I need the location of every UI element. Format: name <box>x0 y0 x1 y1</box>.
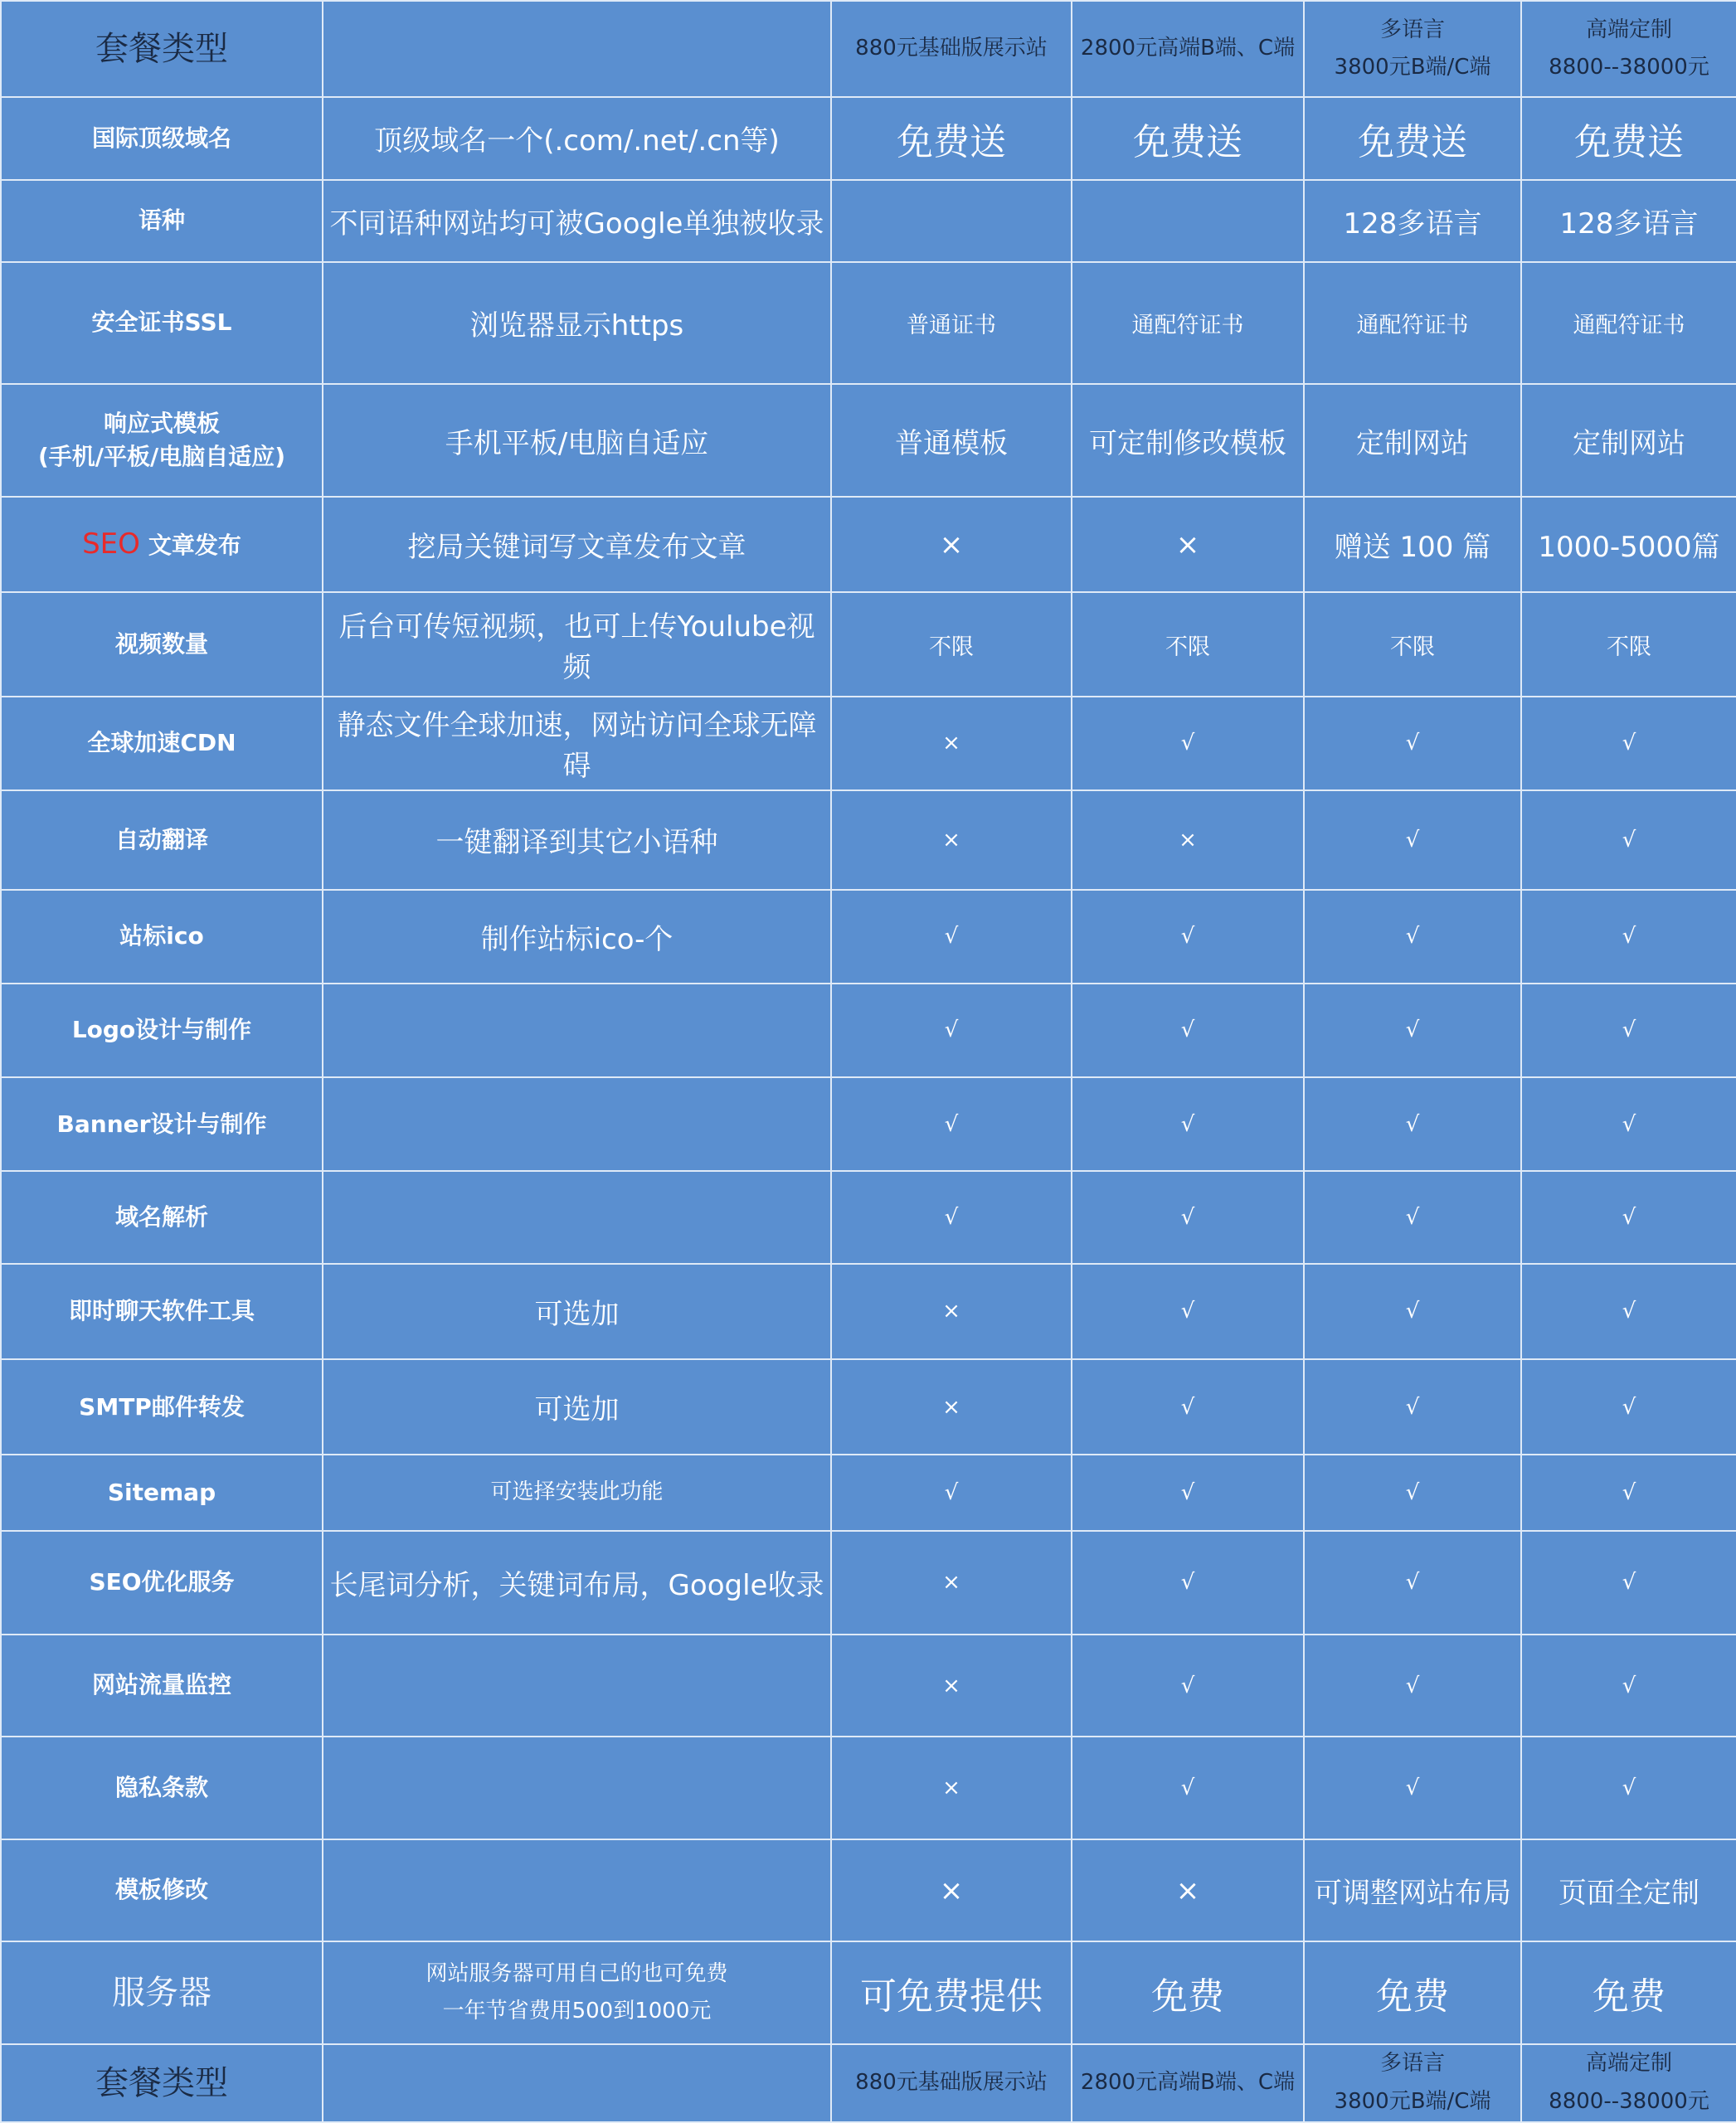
table-row <box>1 97 1736 179</box>
plan-value-multilang: 免费 <box>1304 1941 1521 2043</box>
feature-label: Banner设计与制作 <box>56 1110 267 1138</box>
plan-value-basic: √ <box>831 984 1072 1077</box>
plan-value-multilang: 可调整网站布局 <box>1304 1839 1521 1941</box>
feature-name <box>1 984 323 1077</box>
plan-value-basic: × <box>831 1264 1072 1359</box>
feature-name <box>1 262 323 385</box>
feature-name <box>1 1171 323 1263</box>
feature-name <box>1 1635 323 1737</box>
plan-value-multilang: √ <box>1304 1531 1521 1635</box>
plan-value-pro: 免费送 <box>1072 97 1304 179</box>
table-row <box>1 262 1736 385</box>
plan-value-custom: 免费送 <box>1521 97 1736 179</box>
table-row <box>1 180 1736 262</box>
plan-footer-pro: 2800元高端B端、C端 <box>1072 2044 1304 2122</box>
footer-blank <box>323 2044 831 2122</box>
plan-value-pro: 免费 <box>1072 1941 1304 2043</box>
plan-value-pro: 通配符证书 <box>1072 262 1304 385</box>
plan-value-pro: √ <box>1072 1264 1304 1359</box>
feature-name <box>1 790 323 889</box>
plan-value-custom: √ <box>1521 1359 1736 1455</box>
table-row <box>1 1531 1736 1635</box>
plan-value-pro: √ <box>1072 1737 1304 1839</box>
plan-value-basic: 不限 <box>831 592 1072 696</box>
plan-value-basic: × <box>831 1737 1072 1839</box>
table-row <box>1 790 1736 889</box>
plan-value-custom: √ <box>1521 1455 1736 1530</box>
feature-description <box>323 1839 831 1941</box>
table-row <box>1 592 1736 696</box>
feature-label: 网站流量监控 <box>91 1671 231 1699</box>
feature-label: Logo设计与制作 <box>71 1016 252 1044</box>
plan-value-multilang: √ <box>1304 1264 1521 1359</box>
plan-value-pro: 不限 <box>1072 592 1304 696</box>
plan-value-basic: √ <box>831 1455 1072 1530</box>
feature-label: 服务器 <box>112 1974 212 2013</box>
plan-value-pro: √ <box>1072 1635 1304 1737</box>
plan-value-basic: × <box>831 1359 1072 1455</box>
table-row <box>1 697 1736 790</box>
feature-name <box>1 1455 323 1530</box>
feature-description: 一键翻译到其它小语种 <box>323 790 831 889</box>
plan-value-pro: × <box>1072 497 1304 592</box>
table-row <box>1 1171 1736 1263</box>
plan-value-multilang: √ <box>1304 1077 1521 1171</box>
feature-label: 自动翻译 <box>114 825 208 853</box>
plan-value-custom: 免费 <box>1521 1941 1736 2043</box>
plan-value-multilang: √ <box>1304 890 1521 984</box>
feature-label: 视频数量 <box>114 629 208 658</box>
plan-value-multilang: √ <box>1304 790 1521 889</box>
plan-value-basic: × <box>831 1531 1072 1635</box>
feature-description: 后台可传短视频，也可上传Youlube视频 <box>323 592 831 696</box>
feature-name <box>1 1359 323 1455</box>
plan-value-multilang: 通配符证书 <box>1304 262 1521 385</box>
feature-name <box>1 890 323 984</box>
feature-description: 顶级域名一个(.com/.net/.cn等) <box>323 97 831 179</box>
table-row <box>1 1635 1736 1737</box>
table-row <box>1 497 1736 592</box>
plan-value-multilang: √ <box>1304 1737 1521 1839</box>
plan-header-custom: 高端定制 8800--38000元 <box>1521 1 1736 97</box>
plan-value-pro: √ <box>1072 890 1304 984</box>
plan-value-custom: √ <box>1521 697 1736 790</box>
plan-value-custom: 1000-5000篇 <box>1521 497 1736 592</box>
plan-value-pro: √ <box>1072 984 1304 1077</box>
feature-description <box>323 984 831 1077</box>
feature-label: SMTP邮件转发 <box>79 1392 245 1421</box>
feature-description: 挖局关键词写文章发布文章 <box>323 497 831 592</box>
header-label: 套餐类型 <box>1 1 323 97</box>
table-row <box>1 1264 1736 1359</box>
feature-label: 文章发布 <box>148 531 241 559</box>
plan-value-custom: √ <box>1521 1737 1736 1839</box>
plan-value-basic: 普通模板 <box>831 384 1072 497</box>
table-row <box>1 890 1736 984</box>
plan-value-custom: 128多语言 <box>1521 180 1736 262</box>
plan-value-pro <box>1072 180 1304 262</box>
plan-value-pro: × <box>1072 790 1304 889</box>
plan-value-pro: √ <box>1072 1359 1304 1455</box>
feature-description: 可选加 <box>323 1264 831 1359</box>
plan-value-basic <box>831 180 1072 262</box>
feature-label: 站标ico <box>119 921 204 950</box>
plan-footer-custom: 高端定制 8800--38000元 <box>1521 2044 1736 2122</box>
plan-value-basic: 普通证书 <box>831 262 1072 385</box>
plan-value-multilang: 赠送 100 篇 <box>1304 497 1521 592</box>
feature-label: SEO优化服务 <box>89 1567 235 1596</box>
plan-value-basic: √ <box>831 890 1072 984</box>
feature-name <box>1 384 323 497</box>
table-row <box>1 1359 1736 1455</box>
table-row <box>1 1737 1736 1839</box>
plan-header-pro: 2800元高端B端、C端 <box>1072 1 1304 97</box>
plan-value-custom: √ <box>1521 1531 1736 1635</box>
plan-value-custom: √ <box>1521 790 1736 889</box>
feature-description: 手机平板/电脑自适应 <box>323 384 831 497</box>
plan-value-pro: √ <box>1072 697 1304 790</box>
feature-name <box>1 180 323 262</box>
plan-value-basic: × <box>831 790 1072 889</box>
footer-row <box>1 2044 1736 2122</box>
plan-value-multilang: 定制网站 <box>1304 384 1521 497</box>
feature-label: Sitemap <box>107 1478 216 1506</box>
feature-description <box>323 1635 831 1737</box>
plan-value-basic: × <box>831 497 1072 592</box>
plan-value-pro: √ <box>1072 1171 1304 1263</box>
feature-description: 静态文件全球加速，网站访问全球无障碍 <box>323 697 831 790</box>
feature-name <box>1 1941 323 2043</box>
feature-name <box>1 497 323 592</box>
plan-value-multilang: 128多语言 <box>1304 180 1521 262</box>
plan-value-basic: × <box>831 1635 1072 1737</box>
feature-label: 全球加速CDN <box>87 729 236 757</box>
seo-prefix: SEO <box>82 527 140 561</box>
table-row <box>1 384 1736 497</box>
plan-header-basic: 880元基础版展示站 <box>831 1 1072 97</box>
plan-value-pro: √ <box>1072 1531 1304 1635</box>
feature-label: 语种 <box>138 206 185 234</box>
table-row <box>1 1455 1736 1530</box>
plan-value-basic: × <box>831 1839 1072 1941</box>
feature-name <box>1 592 323 696</box>
plan-value-basic: 可免费提供 <box>831 1941 1072 2043</box>
feature-description: 长尾词分析，关键词布局，Google收录 <box>323 1531 831 1635</box>
feature-name <box>1 1077 323 1171</box>
table-row <box>1 984 1736 1077</box>
plan-header-multilang: 多语言 3800元B端/C端 <box>1304 1 1521 97</box>
plan-value-multilang: √ <box>1304 1171 1521 1263</box>
plan-value-custom: 通配符证书 <box>1521 262 1736 385</box>
feature-label: 安全证书SSL <box>91 308 232 337</box>
plan-value-custom: √ <box>1521 890 1736 984</box>
plan-value-basic: √ <box>831 1077 1072 1171</box>
plan-value-pro: 可定制修改模板 <box>1072 384 1304 497</box>
plan-value-pro: √ <box>1072 1455 1304 1530</box>
plan-value-multilang: √ <box>1304 697 1521 790</box>
feature-label: 响应式模板 (手机/平板/电脑自适应) <box>37 409 286 471</box>
feature-description: 制作站标ico-个 <box>323 890 831 984</box>
plan-value-basic: 免费送 <box>831 97 1072 179</box>
feature-name <box>1 1737 323 1839</box>
plan-value-pro: √ <box>1072 1077 1304 1171</box>
feature-name <box>1 1531 323 1635</box>
feature-description: 可选择安装此功能 <box>323 1455 831 1530</box>
plan-footer-multilang: 多语言 3800元B端/C端 <box>1304 2044 1521 2122</box>
plan-value-multilang: √ <box>1304 1635 1521 1737</box>
plan-value-custom: 定制网站 <box>1521 384 1736 497</box>
table-row <box>1 1077 1736 1171</box>
plan-value-multilang: 不限 <box>1304 592 1521 696</box>
plan-footer-basic: 880元基础版展示站 <box>831 2044 1072 2122</box>
feature-label: 即时聊天软件工具 <box>68 1297 255 1325</box>
header-row <box>1 1 1736 97</box>
plan-value-custom: 页面全定制 <box>1521 1839 1736 1941</box>
plan-value-multilang: √ <box>1304 1455 1521 1530</box>
table-row <box>1 1941 1736 2043</box>
plan-value-custom: √ <box>1521 1635 1736 1737</box>
feature-description <box>323 1077 831 1171</box>
feature-label: 隐私条款 <box>114 1773 208 1801</box>
plan-value-basic: √ <box>831 1171 1072 1263</box>
feature-description: 网站服务器可用自己的也可免费 一年节省费用500到1000元 <box>323 1941 831 2043</box>
feature-description: 浏览器显示https <box>323 262 831 385</box>
feature-description: 不同语种网站均可被Google单独被收录 <box>323 180 831 262</box>
feature-description <box>323 1171 831 1263</box>
plan-value-pro: × <box>1072 1839 1304 1941</box>
feature-name <box>1 97 323 179</box>
plan-value-custom: 不限 <box>1521 592 1736 696</box>
feature-label: 国际顶级域名 <box>91 124 231 152</box>
feature-name <box>1 697 323 790</box>
feature-name <box>1 1839 323 1941</box>
feature-label: 域名解析 <box>114 1202 208 1231</box>
plan-value-custom: √ <box>1521 1077 1736 1171</box>
footer-label: 套餐类型 <box>1 2044 323 2122</box>
plan-value-multilang: √ <box>1304 1359 1521 1455</box>
header-blank <box>323 1 831 97</box>
plan-value-custom: √ <box>1521 984 1736 1077</box>
feature-label: 模板修改 <box>114 1876 208 1904</box>
table-row <box>1 1839 1736 1941</box>
plan-value-multilang: √ <box>1304 984 1521 1077</box>
feature-description <box>323 1737 831 1839</box>
plan-value-basic: × <box>831 697 1072 790</box>
plan-value-custom: √ <box>1521 1264 1736 1359</box>
plan-value-multilang: 免费送 <box>1304 97 1521 179</box>
feature-name <box>1 1264 323 1359</box>
feature-description: 可选加 <box>323 1359 831 1455</box>
plan-value-custom: √ <box>1521 1171 1736 1263</box>
